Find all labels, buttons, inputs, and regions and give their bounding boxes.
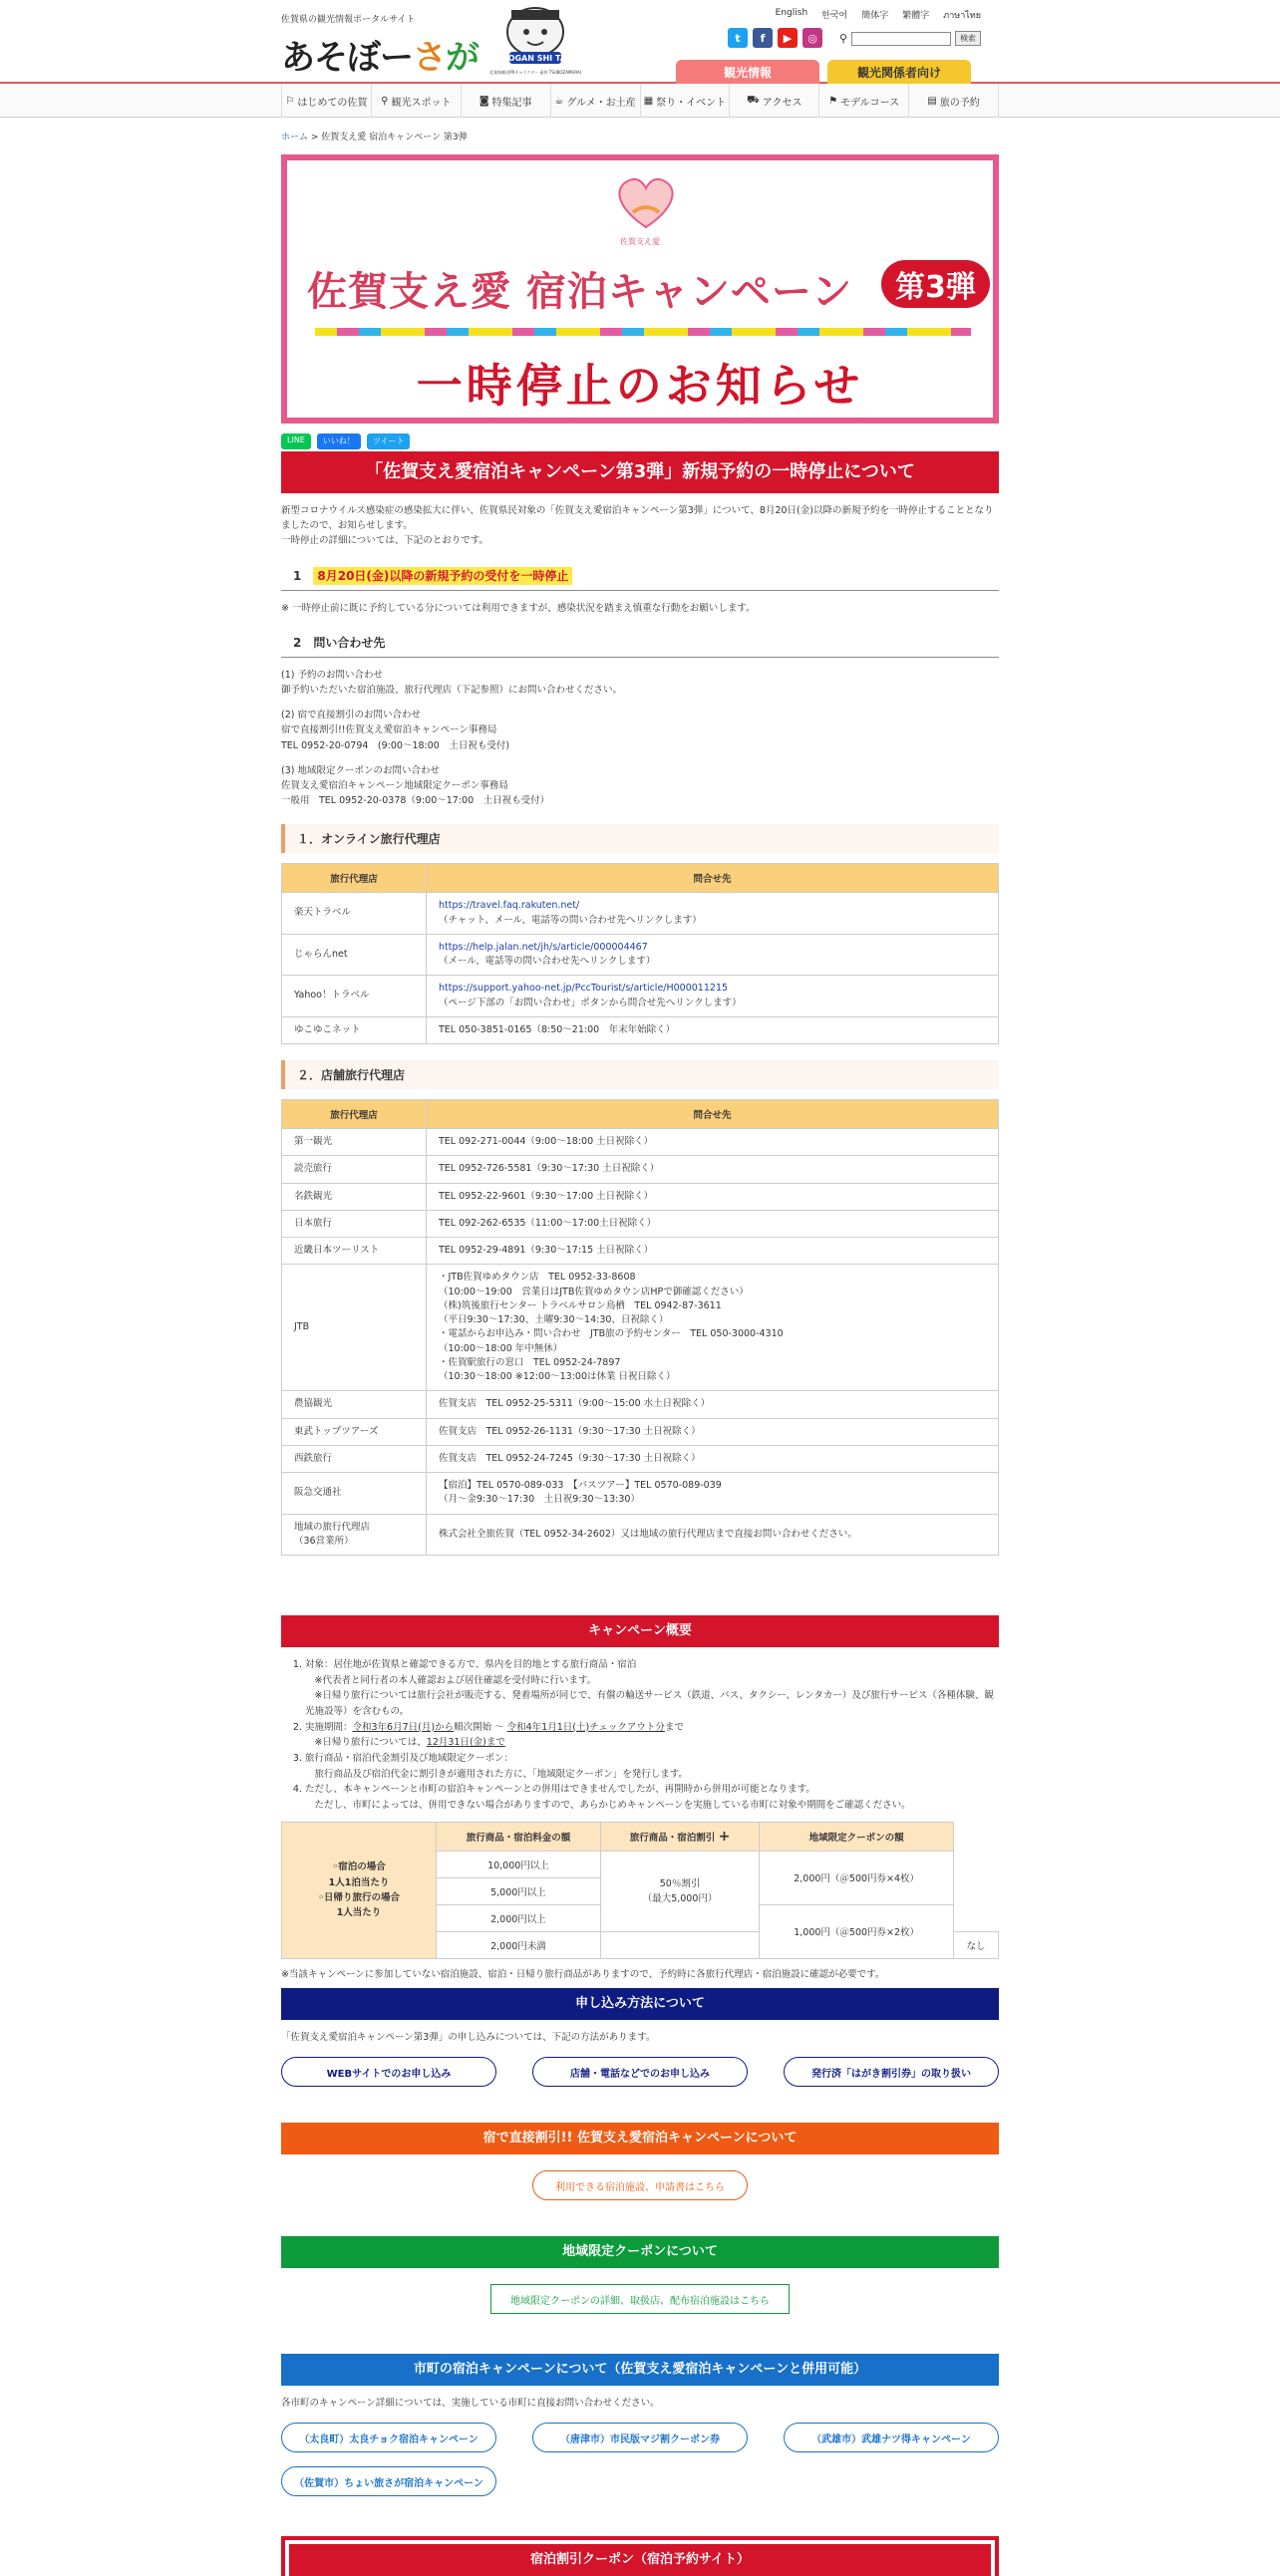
nav-model-course[interactable]: ⚑ モデルコース	[819, 84, 909, 118]
breadcrumb-current: 佐賀支え愛 宿泊キャンペーン 第3弾	[321, 133, 468, 143]
list-item: 1. 対象：居住地が佐賀県と確認できる方で、県内を目的地とする旅行商品・宿泊 ※代表者と同行者の本人確認および居住確認を受付時に行います。 ※日帰り旅行については旅行会社が販売する、発着場所が同じで、有償の輸送サービス（鉄道、バス、タクシー、レンタカー）及び旅行サービス（各種体験、観光施設等）を含むもの。	[305, 1657, 999, 1720]
search-input[interactable]	[851, 32, 951, 46]
list-item: 4. ただし、本キャンペーンと市町の宿泊キャンペーンとの併用はできませんでしたが、再開時から併用が可能となります。 ただし、市町によっては、併用できない場合がありますので、あらかじめキャンペーンを実施している市町に対象や期間をご確認ください。	[305, 1782, 999, 1813]
agency-contact: 佐賀支店 TEL 0952-25-5311（9:00～15:00 水土日祝除く）	[427, 1391, 999, 1418]
table-row: 2,000円未満 なし	[282, 1931, 999, 1958]
lang-th[interactable]: ภาษาไทย	[943, 11, 981, 21]
agency-contact: TEL 0952-22-9601（9:30～17:00 土日祝除く）	[427, 1183, 999, 1210]
table-row: ゆこゆこネット TEL 050-3851-0165（8:50～21:00 年末年始除く）	[282, 1016, 999, 1043]
breadcrumb-home[interactable]: ホーム	[281, 133, 309, 143]
agency-contact: 【宿泊】TEL 0570-089-033 【バスツアー】TEL 0570-089-039 （月～金9:30～17:30 土日祝9:30～13:30）	[427, 1473, 999, 1515]
apply-text: 「佐賀支え愛宿泊キャンペーン第3弾」の申し込みについては、下記の方法があります。	[281, 2031, 656, 2043]
site-tagline: 佐賀県の観光情報ポータルサイト	[281, 15, 416, 25]
hero-stripe	[315, 328, 971, 336]
table-row: 楽天トラベル https://travel.faq.rakuten.net/ （チャット、メール、電話等の問い合わせ先へリンクします）	[282, 893, 999, 935]
coupon-heading: 地域限定クーポンについて	[281, 2236, 999, 2268]
agency-contact: TEL 0952-726-5581（9:30～17:30 土日祝除く）	[427, 1156, 999, 1183]
instagram-icon[interactable]: ◎	[802, 28, 822, 48]
table-row	[282, 1418, 999, 1445]
nav-spots[interactable]: ⚲ 観光スポット	[372, 84, 462, 118]
agency-name: 東武トップツアーズ	[282, 1418, 427, 1445]
apply-heading: 申し込み方法について	[281, 1988, 999, 2020]
saga-campaign-button[interactable]: （佐賀市）ちょい旅さが宿泊キャンペーン	[281, 2466, 496, 2496]
store-agency-heading: ２．店舗旅行代理店	[281, 1060, 999, 1089]
agency-contact: TEL 092-262-6535（11:00～17:00土日祝除く）	[427, 1210, 999, 1237]
route-icon: ⚑	[828, 95, 838, 107]
agency-name: 西鉄旅行	[282, 1445, 427, 1472]
global-nav	[0, 84, 1280, 118]
hero-small-label: 佐賀支え愛	[620, 237, 660, 246]
agency-name: 農協観光	[282, 1391, 427, 1418]
main-content	[281, 130, 999, 2576]
store-agency-table: 旅行代理店 問合せ先 第一観光 TEL 092-271-0044（9:00～18:00 土日祝除く） 読売旅行 TEL 0952-726-5581（9:30～17:30 土日祝除く） 名鉄観光 TEL 0952-22-9601（9:30～17:00 土日祝除く） 日本旅行 TEL 092-262-6535（11:00～17:00土日祝除く） 近畿日本ツーリスト TEL 0952-29-4891（9:30～17:15 土日祝除く） JTB ・JTB佐賀ゆめタウン店 TEL 0952-33-8608 （10:00～19:00 営業日はJTB佐賀ゆめタウン店HPで御確認ください） （株)筑後旅行センター トラベルサロン鳥栖 TEL 0942-87-3611 （平日9:30～17:30、土曜9:30～14:30、日祝除く） ・電話からお申込み・問い合わせ JTB旅の予約センター TEL 050-3000-4310 （10:00～18:00 年中無休） ・佐賀駅旅行の窓口 TEL 0952-24-7897 （10:30～18:00 ※12:00～13:00は休業 日祝日除く） 農協観光 佐賀支店 TEL 0952-25-5311（9:00～15:00 水土日祝除く） 東武トップツアーズ 佐賀支店 TEL 0952-26-1131（9:30～17:30 土日祝除く） 西鉄旅行 佐賀支店 TEL 0952-24-7245（9:30～17:30 土日祝除く） 阪急交通社 【宿泊】TEL 0570-089-033 【バスツアー】TEL 0570-089-039 （月～金9:30～17:30 土日祝9:30～13:30） 地域の旅行代理店 （36営業所） 株式会社全旅佐賀（TEL 0952-34-2602）又は地域の旅行代理店まで直接お問い合わせください。	[281, 1099, 999, 1556]
agency-contact: 佐賀支店 TEL 0952-26-1131（9:30～17:30 土日祝除く）	[427, 1418, 999, 1445]
table-row	[282, 1183, 999, 1210]
table-row: 2,000円以上 1,000円（＠500円券×2枚）	[282, 1904, 999, 1931]
intro-text: 新型コロナウイルス感染症の感染拡大に伴い、佐賀県民対象の「佐賀支え愛宿泊キャンペーン第3弾」について、8月20日(金)以降の新規予約を一時停止することとなりましたので、お知らせします。 一時停止の詳細については、下記のとおりです。	[281, 505, 994, 547]
line-share-button[interactable]: LINE	[281, 433, 311, 449]
bed-icon: ▤	[927, 95, 937, 107]
nav-first-time[interactable]: ⚐ はじめての佐賀	[282, 84, 372, 118]
online-agency-table: 旅行代理店 問合せ先 楽天トラベル https://travel.faq.rakuten.net/ （チャット、メール、電話等の問い合わせ先へリンクします） じゃらんnet https://help.jalan.net/jh/s/article/000004467 （メール、電話等の問い合わせ先へリンクします） Yahoo！トラベル https://support.yahoo-net.jp/PccTourist/s/article/H000011215 （ページ下部の「お問い合わせ」ボタンから問合せ先へリンクします） ゆこゆこネット TEL 050-3851-0165（8:50～21:00 年末年始除く）	[281, 863, 999, 1044]
search-icon: ⚲	[839, 32, 848, 45]
site-logo[interactable]: あそぼーさが	[281, 38, 479, 78]
table-row	[282, 1473, 999, 1515]
stop-highlight: 8月20日(金)以降の新規予約の受付を一時停止	[313, 567, 572, 585]
jalan-link[interactable]: https://help.jalan.net/jh/s/article/000004467	[439, 941, 648, 953]
camera-icon: ◙	[479, 95, 489, 107]
svg-text:佐賀県観光PRキャラクター 壺侍 TSUBOZAMURAI: 佐賀県観光PRキャラクター 壺侍 TSUBOZAMURAI	[489, 70, 581, 75]
site-header	[0, 0, 1280, 84]
direct-discount-heading: 宿で直接割引!! 佐賀支え愛宿泊キャンペーンについて	[281, 2123, 999, 2154]
section-1-note: ※ 一時停止前に既に予約している分については利用できますが、感染状況を踏まえ慎重な行動をお願いします。	[281, 602, 756, 614]
hero-title: 佐賀支え愛 宿泊キャンペーン	[307, 269, 853, 315]
nav-features[interactable]: ◙ 特集記事	[462, 84, 551, 118]
pin-icon: ⚲	[381, 95, 389, 107]
tara-campaign-button[interactable]: （太良町）太良チョク宿泊キャンペーン	[281, 2423, 496, 2452]
nav-access[interactable]: ⛟ アクセス	[730, 84, 819, 118]
share-buttons	[281, 433, 999, 445]
agency-contact: TEL 092-271-0044（9:00～18:00 土日祝除く）	[427, 1129, 999, 1156]
heart-logo-icon	[611, 172, 681, 232]
agency-contact: 佐賀支店 TEL 0952-24-7245（9:30～17:30 土日祝除く）	[427, 1445, 999, 1472]
coupon-button[interactable]: 地域限定クーポンの詳細、取扱店、配布宿泊施設はこちら	[490, 2284, 790, 2314]
agency-contact: 株式会社全旅佐賀（TEL 0952-34-2602）又は地域の旅行代理店まで直接お問い合わせください。	[427, 1514, 999, 1556]
twitter-icon[interactable]: t	[728, 28, 748, 48]
facebook-icon[interactable]: f	[753, 28, 773, 48]
car-icon: ⛟	[747, 94, 760, 106]
table-row	[282, 1514, 999, 1556]
hero-badge: 第3弾	[881, 260, 990, 308]
table-row	[282, 1238, 999, 1265]
city-buttons	[281, 2423, 999, 2452]
header-tabs	[676, 60, 971, 84]
table-row	[282, 1129, 999, 1156]
agency-name: 第一観光	[282, 1129, 427, 1156]
breadcrumb: ホーム > 佐賀支え愛 宿泊キャンペーン 第3弾	[281, 133, 468, 143]
city-campaign-heading: 市町の宿泊キャンペーンについて（佐賀支え愛宿泊キャンペーンと併用可能）	[281, 2354, 999, 2386]
tweet-button[interactable]: ツイート	[367, 433, 411, 449]
nav-booking[interactable]: ▤ 旅の予約	[909, 84, 999, 118]
food-icon: ☕	[554, 95, 564, 107]
web-apply-button[interactable]: WEBサイトでのお申し込み	[281, 2057, 496, 2087]
agency-name: 読売旅行	[282, 1156, 427, 1183]
agency-name: 近畿日本ツーリスト	[282, 1238, 427, 1265]
contact-list	[281, 668, 999, 809]
tab-tourism[interactable]: 観光情報	[676, 60, 819, 84]
table-row: 10,000円以上 50％割引 （最大5,000円） 2,000円（＠500円券×4枚）	[282, 1851, 999, 1877]
direct-discount-button[interactable]: 利用できる宿泊施設、申請書はこちら	[532, 2170, 748, 2200]
mascot-logo	[489, 2, 581, 80]
lang-en[interactable]: English	[775, 8, 808, 18]
table-row	[282, 1210, 999, 1237]
section-1-heading: 1 8月20日(金)以降の新規予約の受付を一時停止	[281, 561, 999, 591]
lang-zh-tw[interactable]: 繁體字	[902, 11, 930, 21]
agency-name: JTB	[282, 1265, 427, 1391]
section-2-heading: 2 問い合わせ先	[281, 628, 999, 658]
list-item: 2. 実施期間：令和3年6月7日(月)から順次開始 ～ 令和4年1月1日(土)チェックアウト分まで ※日帰り旅行については、12月31日(金)まで	[305, 1720, 999, 1751]
campaign-overview-heading: キャンペーン概要	[281, 1615, 999, 1647]
contact-item: (1) 予約のお問い合わせ 御予約いただいた宿泊施設、旅行代理店（下記参照）にお問い合わせください。	[281, 669, 623, 696]
social-links	[728, 28, 822, 48]
language-menu	[776, 8, 981, 22]
agency-name: 地域の旅行代理店 （36営業所）	[282, 1514, 427, 1556]
facebook-like-button[interactable]: いいね！	[317, 433, 361, 449]
table-row	[282, 1265, 999, 1391]
table-row	[282, 1391, 999, 1418]
table-row: じゃらんnet https://help.jalan.net/jh/s/article/000004467 （メール、電話等の問い合わせ先へリンクします）	[282, 934, 999, 976]
discount-table: ◦宿泊の場合 1人1泊当たり ◦日帰り旅行の場合 1人当たり 旅行商品・宿泊料金の額 旅行商品・宿泊割引 + 地域限定クーポンの額 10,000円以上 50％割引 （最大5,000円） 2,000円（＠500円券×4枚） 5,000円以上 2,000円以上 1,000円（＠500円券×2枚） 2,000円未満 なし	[281, 1822, 999, 1959]
agency-name: 日本旅行	[282, 1210, 427, 1237]
discount-note: ※当該キャンペーンに参加していない宿泊施設、宿泊・日帰り旅行商品がありますので、予約時に各旅行代理店・宿泊施設に確認が必要です。	[281, 1968, 885, 1980]
city-campaign-text: 各市町のキャンペーン詳細については、実施している市町に直接お問い合わせください。	[281, 2398, 660, 2410]
online-agency-heading: １．オンライン旅行代理店	[281, 824, 999, 853]
tab-industry[interactable]: 観光関係者向け	[827, 60, 971, 84]
agency-contact: TEL 0952-29-4891（9:30～17:15 土日祝除く）	[427, 1238, 999, 1265]
search-box	[839, 31, 981, 46]
table-row	[282, 1445, 999, 1472]
nav-gourmet[interactable]: ☕ グルメ・お土産	[551, 84, 641, 118]
agency-contact: ・JTB佐賀ゆめタウン店 TEL 0952-33-8608 （10:00～19:00 営業日はJTB佐賀ゆめタウン店HPで御確認ください） （株)筑後旅行センター トラベルサロン鳥栖 TEL 0942-87-3611 （平日9:30～17:30、土曜9:30～14:30、日祝除く） ・電話からお申込み・問い合わせ JTB旅の予約センター TEL 050-3000-4310 （10:00～18:00 年中無休） ・佐賀駅旅行の窓口 TEL 0952-24-7897 （10:30～18:00 ※12:00～13:00は休業 日祝日除く）	[427, 1265, 999, 1391]
agency-name: 名鉄観光	[282, 1183, 427, 1210]
nav-events[interactable]: ▦ 祭り・イベント	[641, 84, 731, 118]
takeo-campaign-button[interactable]: （武雄市）武雄ナツ得キャンペーン	[784, 2423, 999, 2452]
yahoo-link[interactable]: https://support.yahoo-net.jp/PccTourist/s/article/H000011215	[439, 983, 729, 995]
table-row: Yahoo！トラベル https://support.yahoo-net.jp/PccTourist/s/article/H000011215 （ページ下部の「お問い合わせ」ボタンから問合せ先へリンクします）	[282, 976, 999, 1017]
booking-coupon-heading: 宿泊割引クーポン（宿泊予約サイト）	[289, 2544, 991, 2576]
table-row	[282, 1156, 999, 1183]
calendar-icon: ▦	[643, 95, 654, 107]
search-button[interactable]: 検索	[955, 31, 981, 46]
discount-target: ◦宿泊の場合 1人1泊当たり ◦日帰り旅行の場合 1人当たり	[282, 1822, 437, 1958]
youtube-icon[interactable]: ▶	[778, 28, 798, 48]
postcard-button[interactable]: 発行済「はがき割引券」の取り扱い	[784, 2057, 999, 2087]
rakuten-link[interactable]: https://travel.faq.rakuten.net/	[439, 900, 580, 912]
lang-ko[interactable]: 한국어	[821, 11, 848, 21]
page-title: 「佐賀支え愛宿泊キャンペーン第3弾」新規予約の一時停止について	[281, 451, 999, 493]
bottom-section	[281, 2536, 999, 2576]
karatsu-campaign-button[interactable]: （唐津市）市民版マジ割クーポン券	[532, 2423, 748, 2452]
table-row: 5,000円以上	[282, 1877, 999, 1904]
apply-buttons	[281, 2057, 999, 2087]
contact-item: (2) 宿で直接割引のお問い合わせ 宿で直接割引!!佐賀支え愛宿泊キャンペーン事務局 TEL 0952-20-0794 (9:00～18:00 土日祝も受付)	[281, 710, 510, 751]
list-item: 3. 旅行商品・宿泊代金割引及び地域限定クーポン： 旅行商品及び宿泊代金に割引きが適用された方に、「地域限定クーポン」を発行します。	[305, 1751, 999, 1782]
lang-zh-cn[interactable]: 簡体字	[861, 11, 889, 21]
hero-stop-notice: 一時停止のお知らせ	[416, 359, 864, 413]
agency-name: 阪急交通社	[282, 1473, 427, 1515]
contact-item: (3) 地域限定クーポンのお問い合わせ 佐賀支え愛宿泊キャンペーン地域限定クーポン事務局 一般用 TEL 0952-20-0378（9:00～17:00 土日祝も受付）	[281, 764, 550, 807]
flag-icon: ⚐	[285, 95, 295, 107]
campaign-overview-list	[281, 1657, 999, 1814]
svg-text:DOGAN SHI TAI: DOGAN SHI TAI	[501, 54, 569, 63]
hero-banner	[281, 154, 999, 424]
store-apply-button[interactable]: 店舗・電話などでのお申し込み	[532, 2057, 748, 2087]
